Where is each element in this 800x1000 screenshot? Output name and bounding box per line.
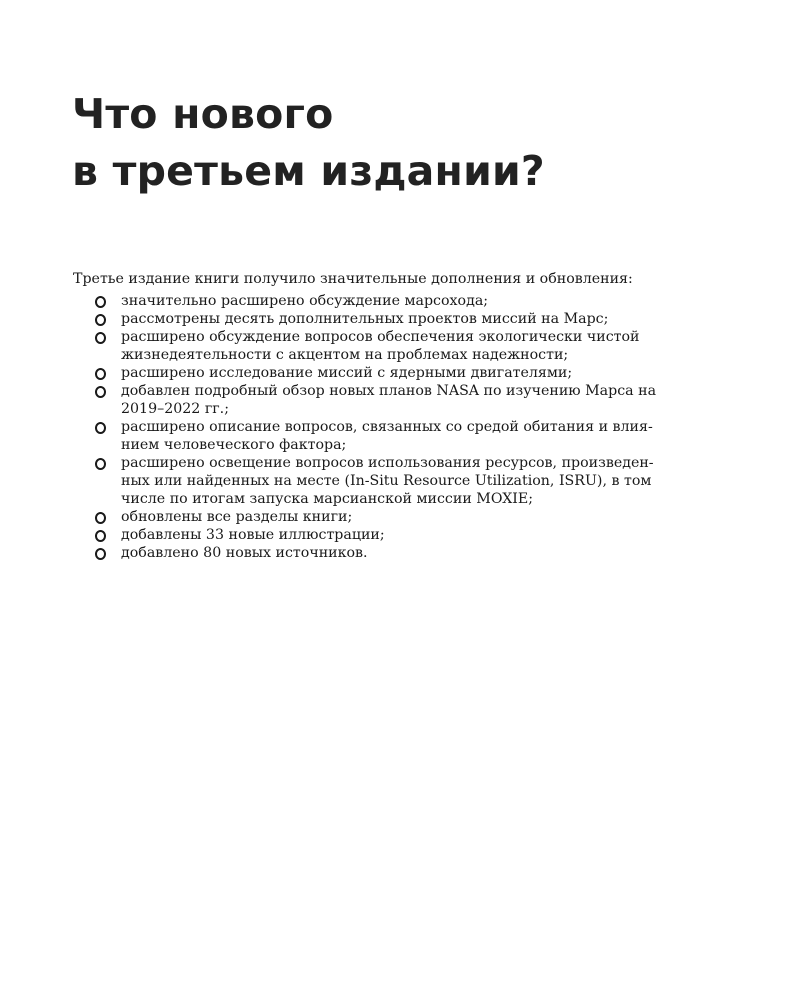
list-item-text-line: числе по итогам запуска марсианской миссии MOXIE; [121, 491, 534, 507]
list-item [73, 526, 705, 544]
list-item-text-line: жизнедеятельности с акцентом на проблемах надежности; [121, 347, 569, 363]
circle-bullet-icon [95, 314, 106, 326]
list-item [73, 544, 705, 562]
list-item [73, 382, 705, 418]
title-line-2: в третьем издании? [72, 147, 545, 195]
circle-bullet-icon [95, 296, 106, 308]
list-item-text-line: добавлены 33 новые иллюстрации; [121, 527, 385, 543]
list-item [73, 364, 705, 382]
list-item [73, 508, 705, 526]
list-item-text-line: 2019–2022 гг.; [121, 401, 229, 417]
circle-bullet-icon [95, 386, 106, 398]
list-item [73, 328, 705, 364]
circle-bullet-icon [95, 530, 106, 542]
list-item-text-line: нием человеческого фактора; [121, 437, 347, 453]
list-item-text-line: ных или найденных на месте (In-Situ Resource Utilization, ISRU), в том [121, 473, 652, 489]
circle-bullet-icon [95, 548, 106, 560]
list-item-text-line: добавлен подробный обзор новых планов NASA по изучению Марса на [121, 383, 657, 399]
list-item [73, 310, 705, 328]
list-item-text-line: добавлено 80 новых источников. [121, 545, 368, 561]
circle-bullet-icon [95, 422, 106, 434]
list-item-text-line: расширено обсуждение вопросов обеспечения экологически чистой [121, 329, 640, 345]
list-item-text-line: рассмотрены десять дополнительных проектов миссий на Марс; [121, 311, 609, 327]
circle-bullet-icon [95, 512, 106, 524]
title-line-1: Что нового [72, 90, 334, 138]
list-item [73, 454, 705, 508]
changes-list [73, 292, 705, 562]
list-item [73, 292, 705, 310]
circle-bullet-icon [95, 458, 106, 470]
circle-bullet-icon [95, 368, 106, 380]
list-item-text-line: расширено освещение вопросов использования ресурсов, произведен- [121, 455, 654, 471]
circle-bullet-icon [95, 332, 106, 344]
list-item-text-line: обновлены все разделы книги; [121, 509, 353, 525]
list-item-text-line: расширено описание вопросов, связанных со средой обитания и влия- [121, 419, 653, 435]
page-title [72, 86, 732, 200]
intro-paragraph: Третье издание книги получило значительные дополнения и обновления: [73, 271, 633, 287]
list-item-text-line: значительно расширено обсуждение марсохода; [121, 293, 489, 309]
list-item [73, 418, 705, 454]
list-item-text-line: расширено исследование миссий с ядерными двигателями; [121, 365, 573, 381]
